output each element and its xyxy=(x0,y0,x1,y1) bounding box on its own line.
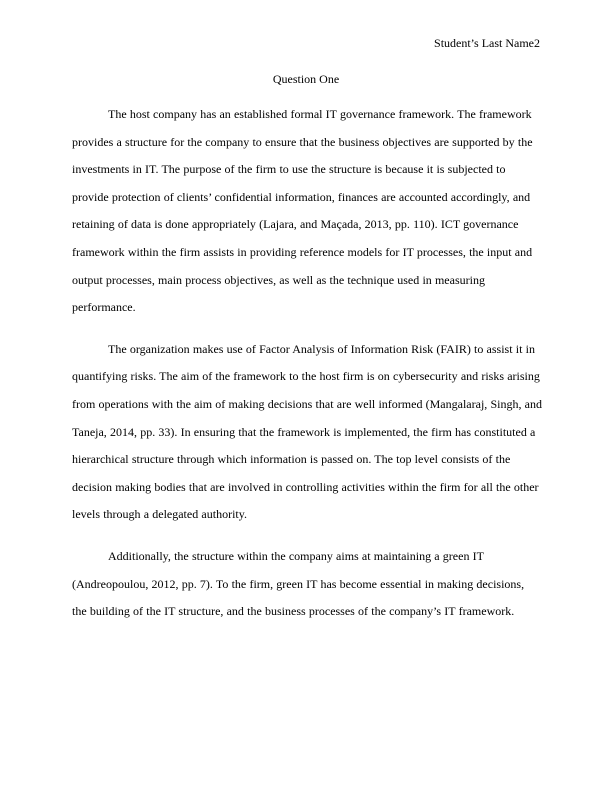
paragraph-line: Taneja, 2014, pp. 33). In ensuring that the framework is implemented, the firm has constituted a xyxy=(72,424,536,439)
paragraph-line: framework within the firm assists in providing reference models for IT processes, the input and xyxy=(72,244,533,259)
paragraph-line: the building of the IT structure, and the business processes of the company’s IT framework. xyxy=(72,604,515,619)
paragraph-line: provides a structure for the company to ensure that the business objectives are supported by the xyxy=(72,134,533,149)
paragraph-line: The organization makes use of Factor Analysis of Information Risk (FAIR) to assist it in xyxy=(108,341,535,356)
paragraph-line: quantifying risks. The aim of the framework to the host firm is on cybersecurity and risks arising xyxy=(72,369,540,384)
paragraph-2 xyxy=(72,336,543,529)
paragraph-line: hierarchical structure through which information is passed on. The top level consists of the xyxy=(72,452,511,467)
paragraph-line: provide protection of clients’ confidential information, finances are accounted accordingly, and xyxy=(72,189,531,204)
paragraph-line: retaining of data is done appropriately (Lajara, and Maçada, 2013, pp. 110). ICT governance xyxy=(72,217,519,232)
paragraph-3 xyxy=(72,543,540,626)
paragraph-line: investments in IT. The purpose of the firm to use the structure is because it is subjected to xyxy=(72,162,506,177)
paragraph-line: levels through a delegated authority. xyxy=(72,507,247,522)
running-head: Student’s Last Name2 xyxy=(434,36,540,50)
section-title: Question One xyxy=(272,72,340,86)
paragraph-1 xyxy=(72,101,540,322)
paragraph-line: (Andreopoulou, 2012, pp. 7). To the firm, green IT has become essential in making decisions, xyxy=(72,576,525,591)
paragraph-line: Additionally, the structure within the company aims at maintaining a green IT xyxy=(108,548,484,563)
paragraph-line: output processes, main process objectives, as well as the technique used in measuring xyxy=(72,272,485,287)
paragraph-line: decision making bodies that are involved in controlling activities within the firm for all the other xyxy=(72,479,539,494)
paragraph-line: performance. xyxy=(72,300,136,315)
paragraph-line: The host company has an established formal IT governance framework. The framework xyxy=(108,107,532,121)
paragraph-line: from operations with the aim of making decisions that are well informed (Mangalaraj, Singh, and xyxy=(72,396,543,411)
body-text xyxy=(72,101,543,640)
